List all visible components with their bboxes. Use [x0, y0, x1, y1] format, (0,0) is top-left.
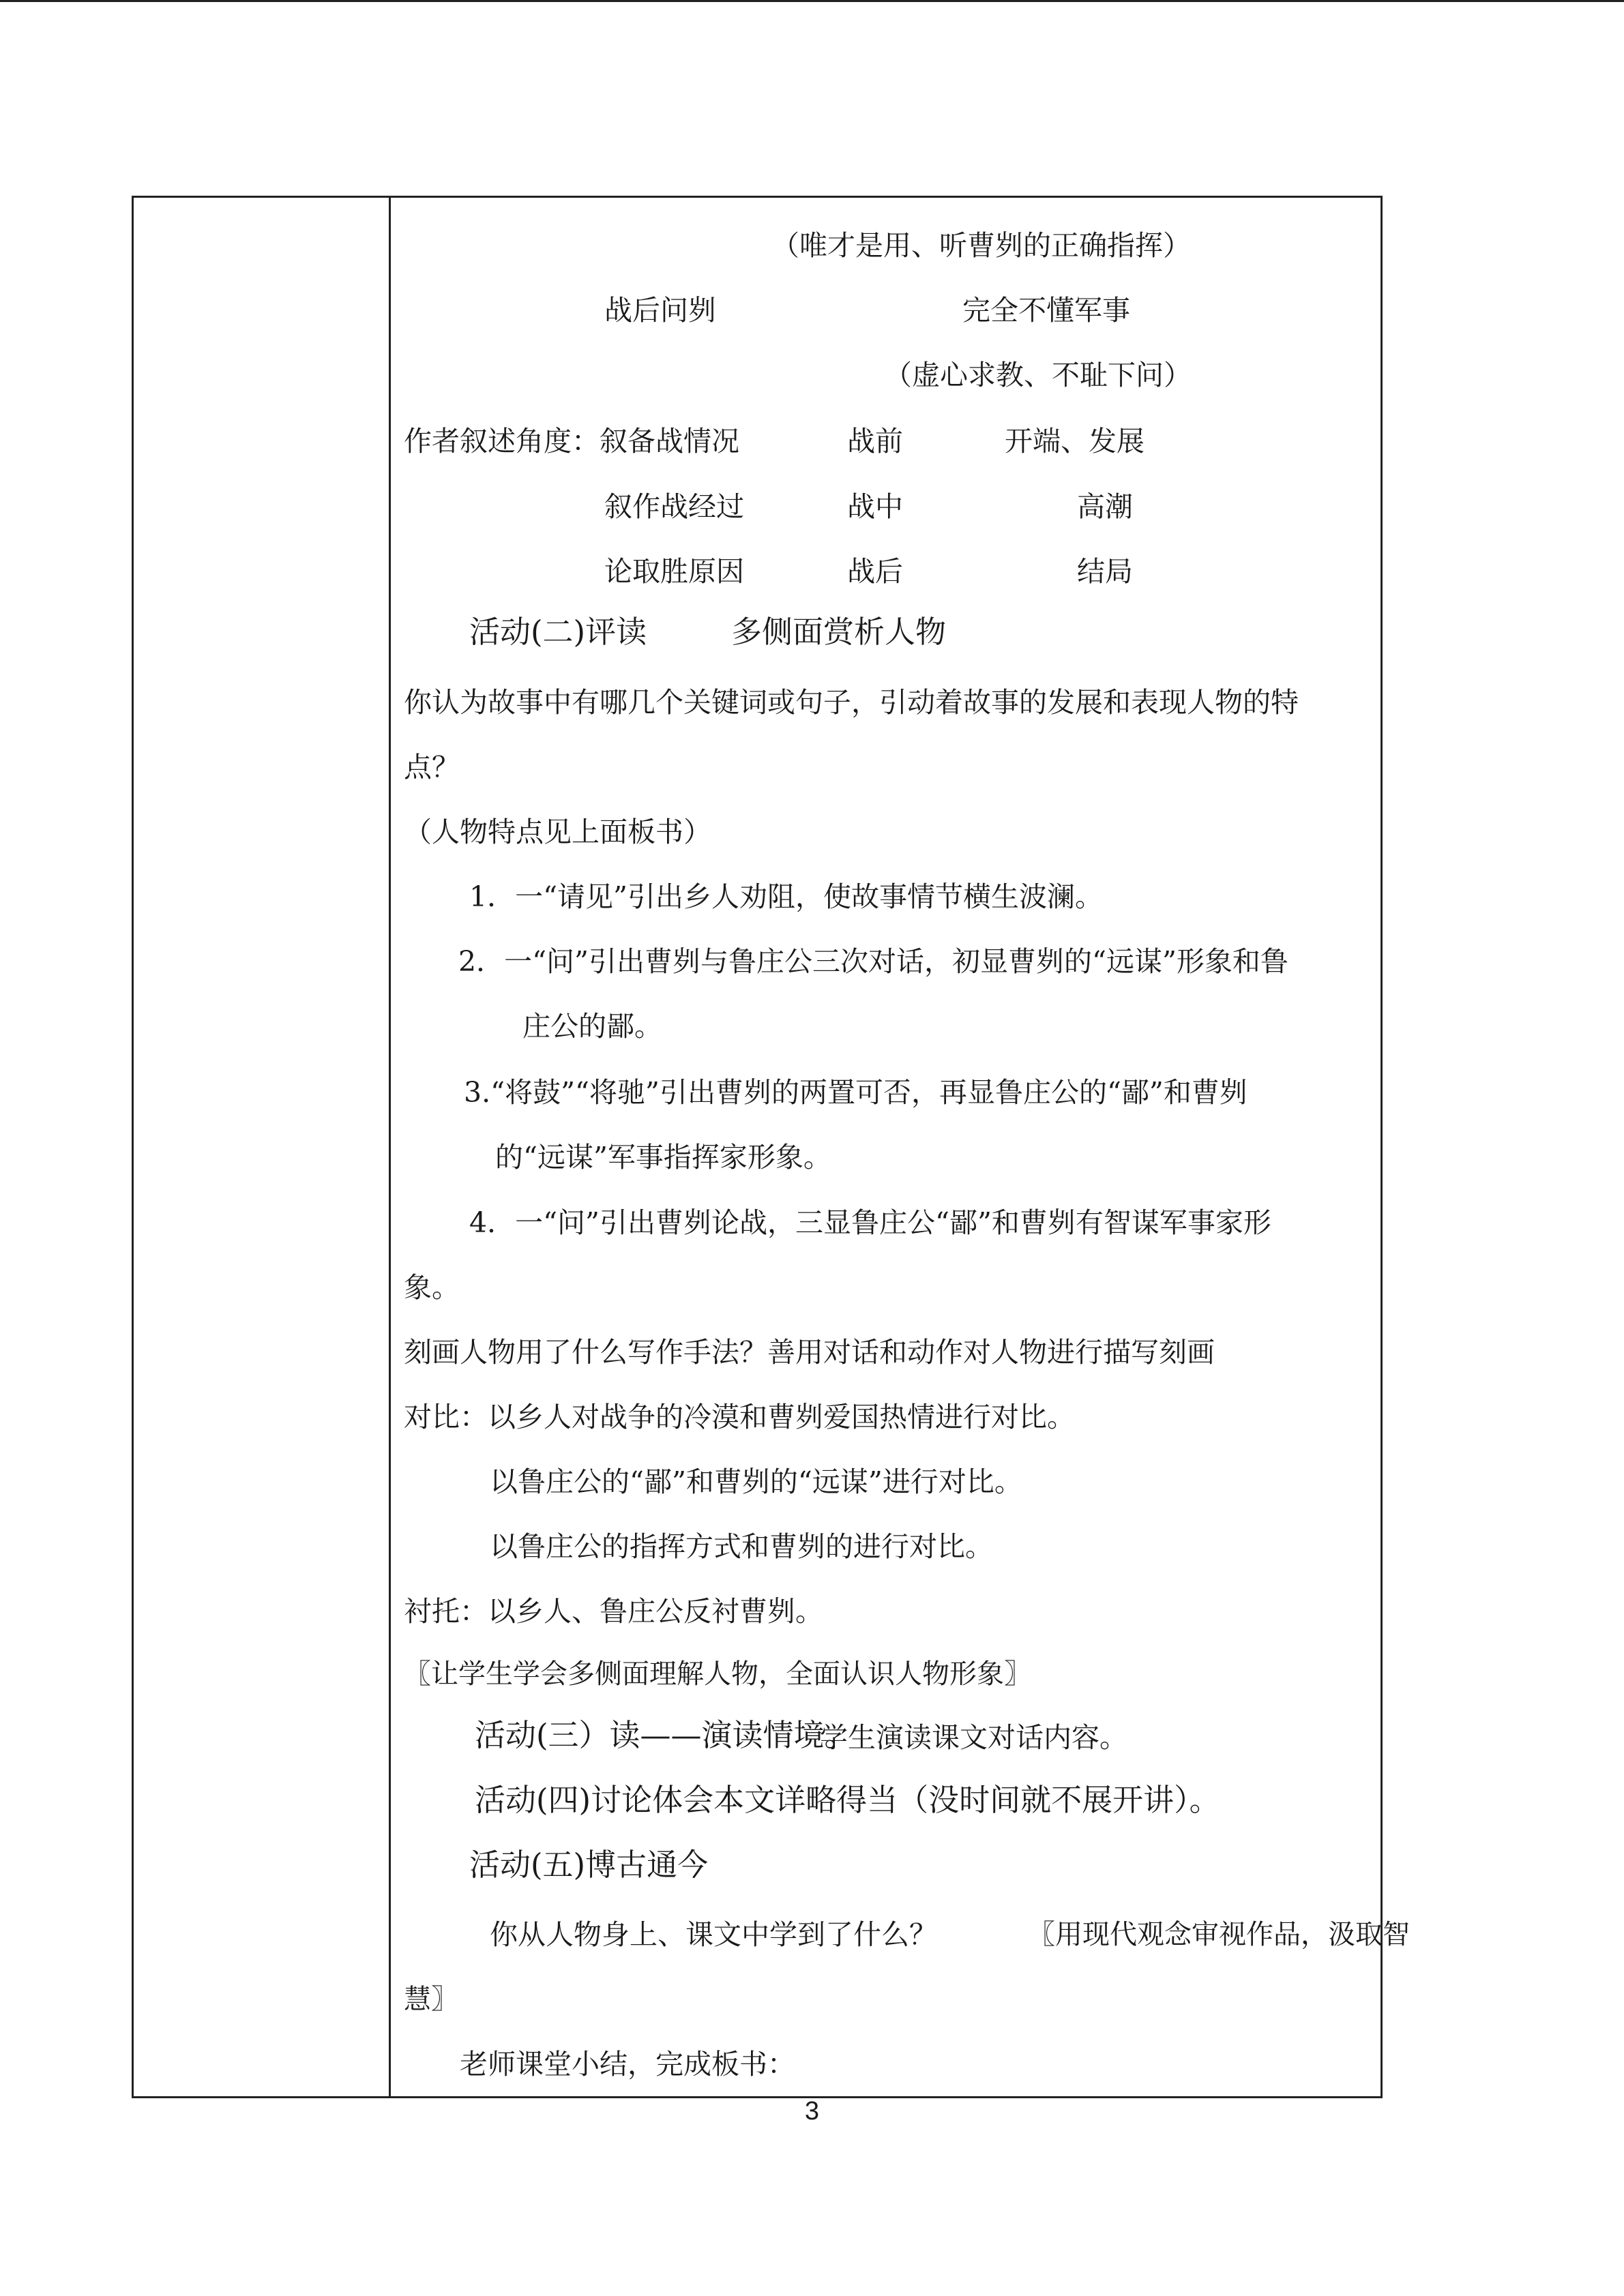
contrast-line3: 以鲁庄公的指挥方式和曹刿的进行对比。: [490, 1530, 993, 1563]
angle-1-stage: 战前: [847, 425, 903, 458]
angle-1-part: 开端、发展: [1005, 425, 1145, 458]
contrast-line1: 对比：以乡人对战争的冷漠和曹刿爱国热情进行对比。: [404, 1401, 1075, 1433]
angle-3-text: 论取胜原因: [604, 555, 744, 588]
foil-line: 衬托：以乡人、鲁庄公反衬曹刿。: [404, 1595, 823, 1628]
board-row2-left: 战后问刿: [604, 294, 716, 327]
angle-2-text: 叙作战经过: [604, 490, 744, 523]
contrast-line2: 以鲁庄公的“鄙”和曹刿的“远谋”进行对比。: [490, 1465, 1022, 1498]
activity2-note: （人物特点见上面板书）: [404, 816, 711, 848]
activity5-goal: 〖用现代观念审视作品，汲取智: [1028, 1919, 1410, 1950]
angle-2-part: 高潮: [1077, 490, 1133, 523]
activity5-heading: 活动(五)博古通今: [469, 1847, 709, 1883]
point-4-line2: 象。: [404, 1271, 460, 1304]
lesson-table: [132, 196, 1410, 2098]
teacher-summary: 老师课堂小结，完成板书：: [460, 2048, 795, 2081]
angle-2-stage: 战中: [847, 490, 903, 523]
board-line-1: （唯才是用、听曹刿的正确指挥）: [771, 229, 1191, 262]
point-2-line1: 2．一“问”引出曹刿与鲁庄公三次对话，初显曹刿的“远谋”形象和鲁: [458, 945, 1288, 978]
point-3-line1: 3.“将鼓”“将驰”引出曹刿的两置可否，再显鲁庄公的“鄙”和曹刿: [464, 1076, 1247, 1109]
activity2-subheading: 多侧面赏析人物: [731, 614, 947, 650]
point-2-line2: 庄公的鄙。: [522, 1010, 662, 1043]
angle-label: 作者叙述角度：叙备战情况: [404, 425, 739, 458]
activity4-heading: 活动(四)讨论体会本文详略得当（没时间就不展开讲）。: [475, 1782, 1220, 1818]
activity2-question-line1: 你认为故事中有哪几个关键词或句子，引动着故事的发展和表现人物的特: [404, 686, 1299, 719]
angle-3-stage: 战后: [847, 555, 903, 588]
angle-3-part: 结局: [1077, 555, 1133, 588]
activity3-text: 学生演读课文对话内容。: [820, 1721, 1127, 1754]
column-divider: [389, 198, 391, 2096]
board-line-3: （虚心求教、不耻下问）: [884, 359, 1192, 391]
activity2-question-line2: 点？: [404, 751, 460, 784]
point-4-line1: 4．一“问”引出曹刿论战，三显鲁庄公“鄙”和曹刿有智谋军事家形: [469, 1206, 1271, 1239]
top-border-line: [0, 0, 1624, 2]
page-number: 3: [804, 2097, 820, 2126]
point-3-line2: 的“远谋”军事指挥家形象。: [495, 1141, 831, 1174]
point-1: 1．一“请见”引出乡人劝阻，使故事情节横生波澜。: [469, 880, 1104, 913]
board-row2-right: 完全不懂军事: [962, 294, 1130, 327]
activity3-heading: 活动(三）读——演读情境。: [475, 1717, 855, 1753]
activity2-heading: 活动(二)评读: [469, 614, 647, 650]
activity2-goal: 〖让学生学会多侧面理解人物，全面认识人物形象〗: [404, 1658, 1031, 1690]
activity5-goal-end: 慧〗: [404, 1984, 458, 2015]
activity5-question: 你从人物身上、课文中学到了什么？: [490, 1918, 937, 1951]
technique-question: 刻画人物用了什么写作手法？善用对话和动作对人物进行描写刻画: [404, 1336, 1215, 1369]
